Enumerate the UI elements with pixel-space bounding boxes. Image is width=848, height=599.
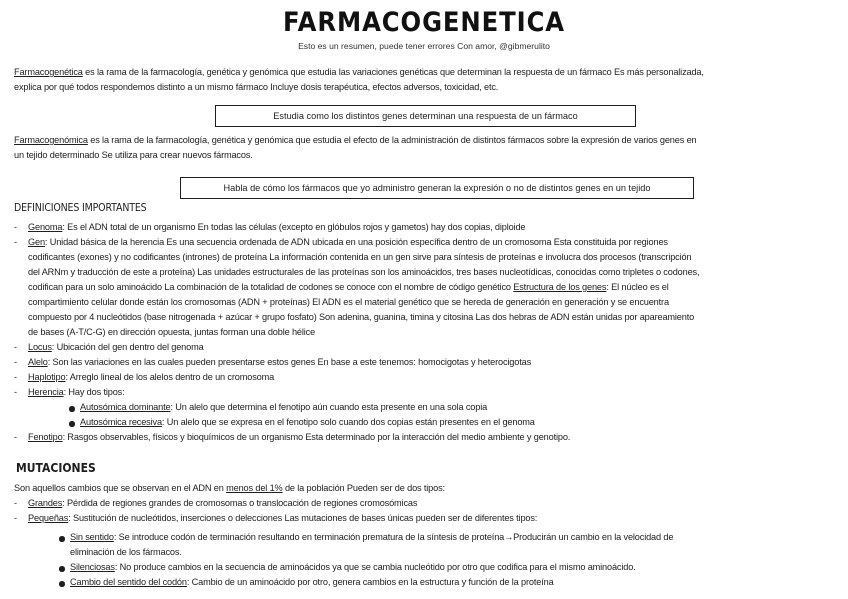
def-gen-line-6: compuesto por 4 nucleótidos (base nitrogenada + azúcar + grupo fosfato) Son adenina, guanina, timina y citosina Las dos hebras de ADN están unidas por apareamiento — [28, 312, 695, 322]
haplotipo-term: Haplotipo — [28, 372, 66, 382]
recesiva-text: : Un alelo que se expresa en el fenotipo solo cuando dos copias están presentes en el genoma — [161, 417, 535, 427]
def-gen-line-2: codificantes (exones) y no codificantes (intrones) de proteína La información contenida en un gen sirve para síntesis de proteínas e involucra dos procesos (transcripción — [28, 252, 692, 262]
page-subtitle: Esto es un resumen, puede tener errores Con amor, @gibmerulito — [298, 41, 550, 51]
definiciones-heading: DEFINICIONES IMPORTANTES — [14, 201, 147, 214]
def-gen-line-1 — [28, 237, 668, 248]
silenciosas-term: Silenciosas — [70, 562, 115, 572]
def-herencia-dominante — [80, 402, 487, 413]
page-title: FARMACOGENETICA — [282, 7, 566, 38]
mutaciones-intro-term: menos del 1% — [226, 483, 283, 493]
def-gen-line-5: compartimiento celular donde están los cromosomas (ADN + proteínas) El ADN es el material genético que se hereda de generación en generación y se encuentra — [28, 297, 669, 307]
def-gen-line-7: de bases (A-T/C-G) en dirección opuesta, juntas forman una doble hélice — [28, 327, 316, 337]
farmacogenomica-line-1 — [14, 135, 697, 146]
mutaciones-intro — [14, 483, 445, 494]
mut-grandes — [28, 498, 417, 509]
pequenas-term: Pequeñas — [28, 513, 69, 523]
cambio-text: : Cambio de un aminoácido por otro, genera cambios en la estructura y función de la proteína — [186, 577, 554, 587]
list-dash: - — [14, 222, 18, 232]
estructura-genes-term: Estructura de los genes — [513, 282, 607, 292]
silenciosas-text: : No produce cambios en la secuencia de aminoácidos ya que se cambia nucleótido por otro que codifica para el mismo aminoácido. — [114, 562, 636, 572]
mut-sinsentido-line-1 — [70, 532, 673, 543]
haplotipo-text: : Arreglo lineal de los alelos dentro de un cromosoma — [65, 372, 275, 382]
dominante-text: : Un alelo que determina el fenotipo aún cuando esta presente en una sola copia — [170, 402, 488, 412]
farmacogenomica-line-2: un tejido determinado Se utiliza para crear nuevos fármacos. — [14, 150, 253, 160]
bullet-icon — [59, 566, 65, 572]
gen-text-4a: codifican para un solo aminoácido La combinación de la totalidad de codones se conoce con el nombre de código genético — [28, 282, 514, 292]
bullet-icon — [59, 536, 65, 542]
farmacogenomica-summary-box: Habla de cómo los fármacos que yo administro generan la expresión o no de distintos genes en un tejido — [180, 177, 694, 199]
genoma-term: Genoma — [28, 222, 63, 232]
fenotipo-text: : Rasgos observables, físicos y bioquímicos de un organismo Esta determinado por la interacción del medio ambiente y genotipo. — [62, 432, 571, 442]
farmacogenetica-line-1 — [14, 67, 704, 78]
list-dash: - — [14, 498, 18, 508]
mut-cambio-sentido — [70, 577, 554, 588]
locus-term: Locus — [28, 342, 52, 352]
genoma-text: : Es el ADN total de un organismo En todas las células (excepto en glóbulos rojos y gametos) hay dos copias, diploide — [62, 222, 526, 232]
gen-text-1: : Unidad básica de la herencia Es una secuencia ordenada de ADN ubicada en una posición específica dentro de un cromosoma Esta constituida por regiones — [44, 237, 668, 247]
list-dash: - — [14, 387, 18, 397]
mutaciones-heading: MUTACIONES — [16, 461, 96, 475]
list-dash: - — [14, 513, 18, 523]
pequenas-text: : Sustitución de nucleótidos, inserciones o delecciones Las mutaciones de bases únicas pueden ser de diferentes tipos: — [68, 513, 538, 523]
list-dash: - — [14, 357, 18, 367]
locus-text: : Ubicación del gen dentro del genoma — [51, 342, 204, 352]
gen-text-4b: : El núcleo es el — [606, 282, 669, 292]
def-locus — [28, 342, 204, 353]
fenotipo-term: Fenotipo — [28, 432, 63, 442]
grandes-text: : Pérdida de regiones grandes de cromosomas o translocación de regiones cromosómicas — [62, 498, 418, 508]
farmacogenomica-text-1: es la rama de la farmacología, genética y genómica que estudia el efecto de la administración de distintos fármacos sobre la expresión de varios genes en — [87, 135, 697, 145]
farmacogenomica-term: Farmacogenómica — [14, 135, 88, 145]
sinsentido-text-1: : Se introduce codón de terminación resultando en terminación prematura de la síntesis de proteína→Producirán un cambio en la velocidad de — [113, 532, 674, 542]
farmacogenetica-text-1: es la rama de la farmacología, genética y genómica que estudia las variaciones genéticas que determinan la respuesta de un fármaco Es más personalizada, — [82, 67, 704, 77]
def-herencia-recesiva — [80, 417, 535, 428]
mut-silenciosas — [70, 562, 636, 573]
farmacogenetica-line-2: explica por qué todos respondemos distinto a un mismo fármaco Incluye dosis terapéutica, efectos adversos, toxicidad, etc. — [14, 82, 499, 92]
def-gen-line-3: del ARNm y traducción de este a proteína) Las unidades estructurales de las proteínas son los aminoácidos, tres bases nucleotídicas, conocidas como tripletes o codones, — [28, 267, 700, 277]
sinsentido-term: Sin sentido — [70, 532, 114, 542]
def-haplotipo — [28, 372, 274, 383]
mut-pequenas — [28, 513, 537, 524]
list-dash: - — [14, 237, 18, 247]
bullet-icon — [69, 421, 75, 427]
dominante-term: Autosómica dominante — [80, 402, 171, 412]
list-dash: - — [14, 342, 18, 352]
alelo-text: : Son las variaciones en las cuales pueden presentarse estos genes En base a este tenemos: homocigotas y heterocigotas — [47, 357, 532, 367]
bullet-icon — [69, 406, 75, 412]
def-gen-line-4 — [28, 282, 669, 293]
gen-term: Gen — [28, 237, 45, 247]
mutaciones-intro-b: de la población Pueden ser de dos tipos: — [282, 483, 445, 493]
list-dash: - — [14, 432, 18, 442]
alelo-term: Alelo — [28, 357, 48, 367]
herencia-term: Herencia — [28, 387, 64, 397]
farmacogenetica-summary-box: Estudia como los distintos genes determinan una respuesta de un fármaco — [215, 105, 636, 127]
mutaciones-intro-a: Son aquellos cambios que se observan en el ADN en — [14, 483, 227, 493]
def-herencia — [28, 387, 125, 398]
def-fenotipo — [28, 432, 570, 443]
grandes-term: Grandes — [28, 498, 63, 508]
cambio-term: Cambio del sentido del codón — [70, 577, 187, 587]
list-dash: - — [14, 372, 18, 382]
def-alelo — [28, 357, 531, 368]
bullet-icon — [59, 581, 65, 587]
herencia-text: : Hay dos tipos: — [63, 387, 125, 397]
def-genoma — [28, 222, 525, 233]
mut-sinsentido-line-2: eliminación de los fármacos. — [70, 547, 182, 557]
farmacogenetica-term: Farmacogenética — [14, 67, 83, 77]
recesiva-term: Autosómica recesiva — [80, 417, 162, 427]
